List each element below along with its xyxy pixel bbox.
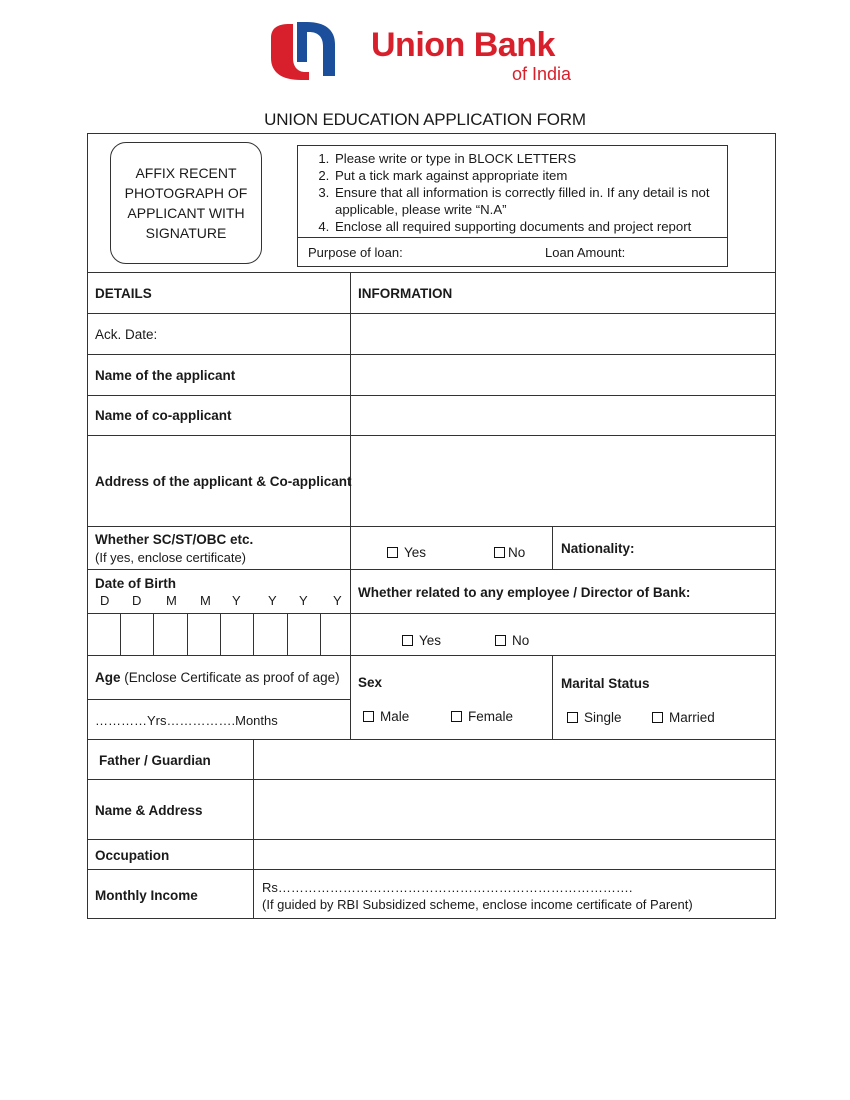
nationality-label: Nationality: (561, 541, 635, 556)
age-years-months-line[interactable]: …………Yrs…………….Months (95, 713, 278, 728)
sc-st-no-option[interactable] (494, 545, 525, 560)
monthly-income-label: Monthly Income (95, 888, 198, 903)
related-no-checkbox[interactable] (495, 635, 506, 646)
instruction-item: 2. Put a tick mark against appropriate item (333, 167, 727, 184)
logo-wordmark: Union Bank (371, 26, 555, 64)
sc-st-no-checkbox[interactable] (494, 547, 505, 558)
dob-letter: M (200, 593, 211, 608)
instruction-item: 3. Ensure that all information is correctly filled in. If any detail is not applicable, please write “N.A” (333, 184, 727, 218)
sex-male-checkbox[interactable] (363, 711, 374, 722)
photo-box-text: AFFIX RECENT PHOTOGRAPH OF APPLICANT WITH SIGNATURE (124, 165, 248, 241)
sex-female-label: Female (468, 709, 514, 724)
father-guardian-label: Father / Guardian (99, 753, 211, 768)
marital-status-label: Marital Status (561, 676, 650, 691)
address-field[interactable] (351, 436, 775, 526)
dob-label: Date of Birth (95, 576, 176, 591)
sex-label: Sex (358, 675, 383, 690)
photo-box (110, 142, 262, 264)
marital-single-checkbox[interactable] (567, 712, 578, 723)
related-yes-label: Yes (419, 633, 442, 648)
marital-married-option[interactable] (652, 710, 715, 725)
related-no-option[interactable] (495, 633, 529, 648)
coapplicant-name-field[interactable] (351, 396, 775, 435)
applicant-name-field[interactable] (351, 355, 775, 395)
marital-single-option[interactable] (567, 710, 622, 725)
sc-st-yes-label: Yes (404, 545, 427, 560)
dob-letter: D (132, 593, 142, 608)
instructions-list (298, 146, 727, 235)
related-yes-checkbox[interactable] (402, 635, 413, 646)
name-address-label: Name & Address (95, 803, 203, 818)
address-label: Address of the applicant & Co-applicant (95, 474, 352, 489)
coapplicant-name-label: Name of co-applicant (95, 408, 232, 423)
union-bank-logo-icon (263, 18, 343, 84)
marital-married-label: Married (669, 710, 715, 725)
dob-input-boxes[interactable] (88, 614, 350, 655)
logo-subtitle: of India (512, 64, 572, 84)
instruction-item: 1. Please write or type in BLOCK LETTERS (333, 150, 727, 167)
dob-letter: D (100, 593, 110, 608)
age-note: (Enclose Certificate as proof of age) (124, 670, 340, 685)
age-label-row (95, 670, 340, 685)
details-header: DETAILS (95, 286, 152, 301)
applicant-name-label: Name of the applicant (95, 368, 236, 383)
related-no-label: No (512, 633, 530, 648)
information-header: INFORMATION (358, 286, 453, 301)
sc-st-no-label: No (508, 545, 526, 560)
dob-letter: Y (232, 593, 241, 608)
sex-male-label: Male (380, 709, 410, 724)
monthly-income-rs-line[interactable]: Rs………………………………………………………………………. (262, 880, 633, 895)
father-guardian-field[interactable] (254, 740, 775, 779)
sex-male-option[interactable] (363, 709, 409, 724)
loan-amount-label: Loan Amount: (545, 245, 626, 260)
related-to-employee-label: Whether related to any employee / Director of Bank: (358, 585, 691, 600)
dob-letter: Y (333, 593, 342, 608)
ack-date-field[interactable] (351, 314, 775, 354)
purpose-of-loan-label: Purpose of loan: (308, 245, 403, 260)
name-address-field[interactable] (254, 780, 775, 839)
monthly-income-note: (If guided by RBI Subsidized scheme, enclose income certificate of Parent) (262, 897, 693, 912)
instruction-item: 4. Enclose all required supporting documents and project report (333, 218, 727, 235)
marital-married-checkbox[interactable] (652, 712, 663, 723)
sc-st-yes-option[interactable] (387, 545, 426, 560)
occupation-field[interactable] (254, 840, 775, 869)
form-title: UNION EDUCATION APPLICATION FORM (264, 110, 586, 129)
ack-date-label: Ack. Date: (95, 327, 158, 342)
sc-st-yes-checkbox[interactable] (387, 547, 398, 558)
occupation-label: Occupation (95, 848, 170, 863)
dob-letter: M (166, 593, 177, 608)
dob-letter: Y (299, 593, 308, 608)
marital-single-label: Single (584, 710, 622, 725)
sc-st-obc-label: Whether SC/ST/OBC etc. (95, 532, 254, 547)
sc-st-obc-note: (If yes, enclose certificate) (95, 550, 246, 565)
dob-letter: Y (268, 593, 277, 608)
instructions-box (297, 145, 728, 267)
sex-female-checkbox[interactable] (451, 711, 462, 722)
related-yes-option[interactable] (402, 633, 441, 648)
sex-female-option[interactable] (451, 709, 513, 724)
age-label: Age (95, 670, 121, 685)
